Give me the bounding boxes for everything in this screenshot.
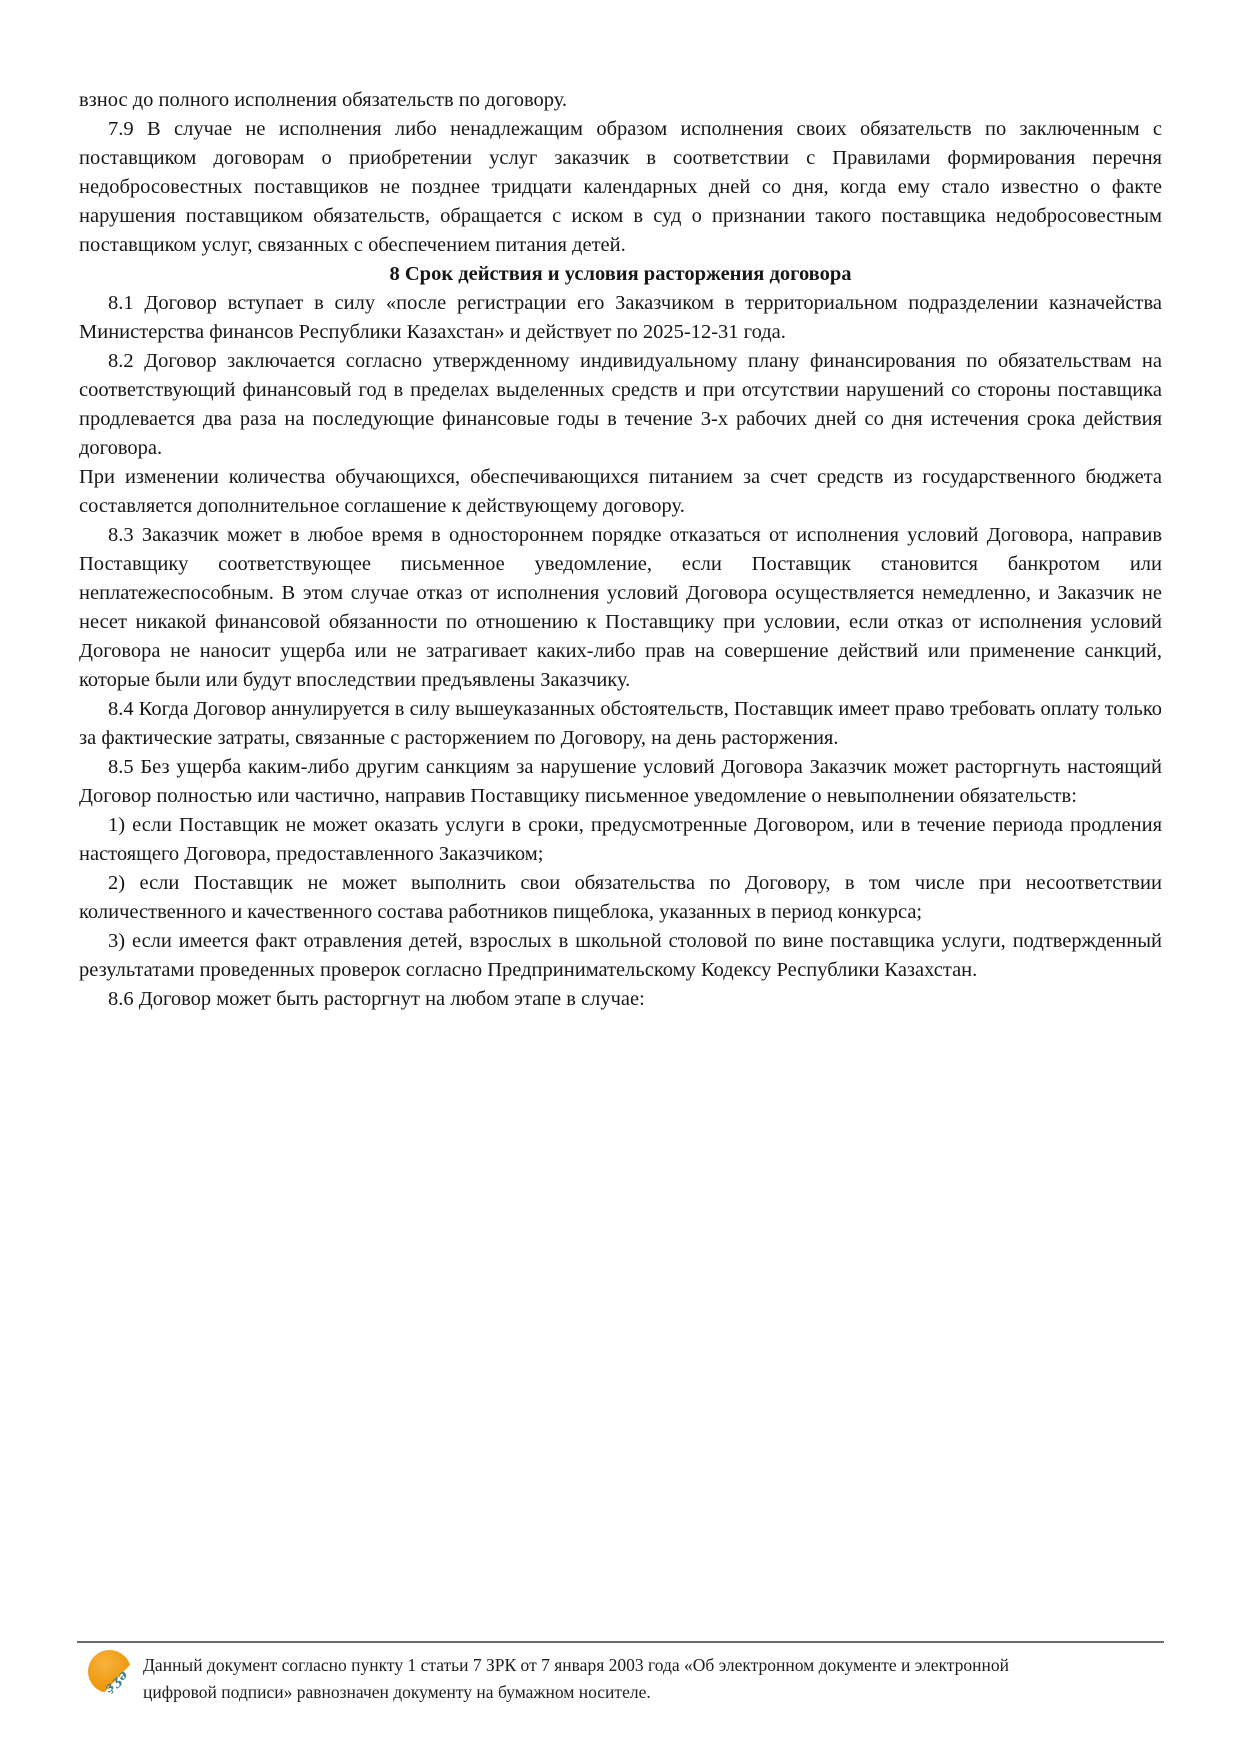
list-item-3: 3) если имеется факт отравления детей, взрослых в школьной столовой по вине поставщика услуги, подтвержденный результатами проведенных проверок согласно Предпринимательскому Кодексу Республики Казахстан. xyxy=(79,930,1162,981)
list-item-2: 2) если Поставщик не может выполнить свои обязательства по Договору, в том числе при несоответствии количественного и качественного состава работников пищеблока, указанных в период конкурса; xyxy=(79,872,1162,923)
footer-divider xyxy=(77,1641,1164,1643)
egov-eds-stamp-icon xyxy=(88,1650,136,1702)
clause-8-3: 8.3 Заказчик может в любое время в одностороннем порядке отказаться от исполнения условий Договора, направив Поставщику соответствующее письменное уведомление, если Поставщик становится банкротом или неплатежеспособным. В этом случае отказ от исполнения условий Договора осуществляется немедленно, и Заказчик не несет никакой финансовой обязанности по отношению к Поставщику при условии, если отказ от исполнения условий Договора не наносит ущерба или не затрагивает каких-либо прав на совершение действий или применение санкций, которые были или будут впоследствии предъявлены Заказчику. xyxy=(79,524,1162,691)
clause-7-9: 7.9 В случае не исполнения либо ненадлежащим образом исполнения своих обязательств по заключенным с поставщиком договорам о приобретении услуг заказчик в соответствии с Правилами формирования перечня недобросовестных поставщиков не позднее тридцати календарных дней со дня, когда ему стало известно о факте нарушения поставщиком обязательств, обращается с иском в суд о признании такого поставщика недобросовестным поставщиком услуг, связанных с обеспечением питания детей. xyxy=(79,118,1162,256)
paragraph-continuation: взнос до полного исполнения обязательств по договору. xyxy=(79,89,568,111)
clause-8-2-continuation: При изменении количества обучающихся, обеспечивающихся питанием за счет средств из государственного бюджета составляется дополнительное соглашение к действующему договору. xyxy=(79,466,1162,517)
clause-8-5: 8.5 Без ущерба каким-либо другим санкциям за нарушение условий Договора Заказчик может расторгнуть настоящий Договор полностью или частично, направив Поставщику письменное уведомление о невыполнении обязательств: xyxy=(79,756,1162,807)
clause-8-1: 8.1 Договор вступает в силу «после регистрации его Заказчиком в территориальном подразделении казначейства Министерства финансов Республики Казахстан» и действует по 2025-12-31 года. xyxy=(79,292,1162,343)
clause-8-4: 8.4 Когда Договор аннулируется в силу вышеуказанных обстоятельств, Поставщик имеет право требовать оплату только за фактические затраты, связанные с расторжением по Договору, на день расторжения. xyxy=(79,698,1162,749)
logo-swirl-glyphs: ҙӡә xyxy=(101,1666,132,1697)
clause-8-2: 8.2 Договор заключается согласно утвержденному индивидуальному плану финансирования по обязательствам на соответствующий финансовый год в пределах выделенных средств и при отсутствии нарушений со стороны поставщика продлевается два раза на последующие финансовые годы в течение 3-х рабочих дней со дня истечения срока действия договора. xyxy=(79,350,1162,459)
list-item-1: 1) если Поставщик не может оказать услуги в сроки, предусмотренные Договором, или в течение периода продления настоящего Договора, предоставленного Заказчиком; xyxy=(79,814,1162,865)
clause-8-6: 8.6 Договор может быть расторгнут на любом этапе в случае: xyxy=(108,988,645,1010)
section-8-heading: 8 Срок действия и условия расторжения договора xyxy=(389,263,852,285)
document-body xyxy=(79,86,1162,1014)
footer-legal-note: Данный документ согласно пункту 1 статьи 7 ЗРК от 7 января 2003 года «Об электронном документе и электронной цифровой подписи» равнозначен документу на бумажном носителе. xyxy=(143,1655,1009,1702)
